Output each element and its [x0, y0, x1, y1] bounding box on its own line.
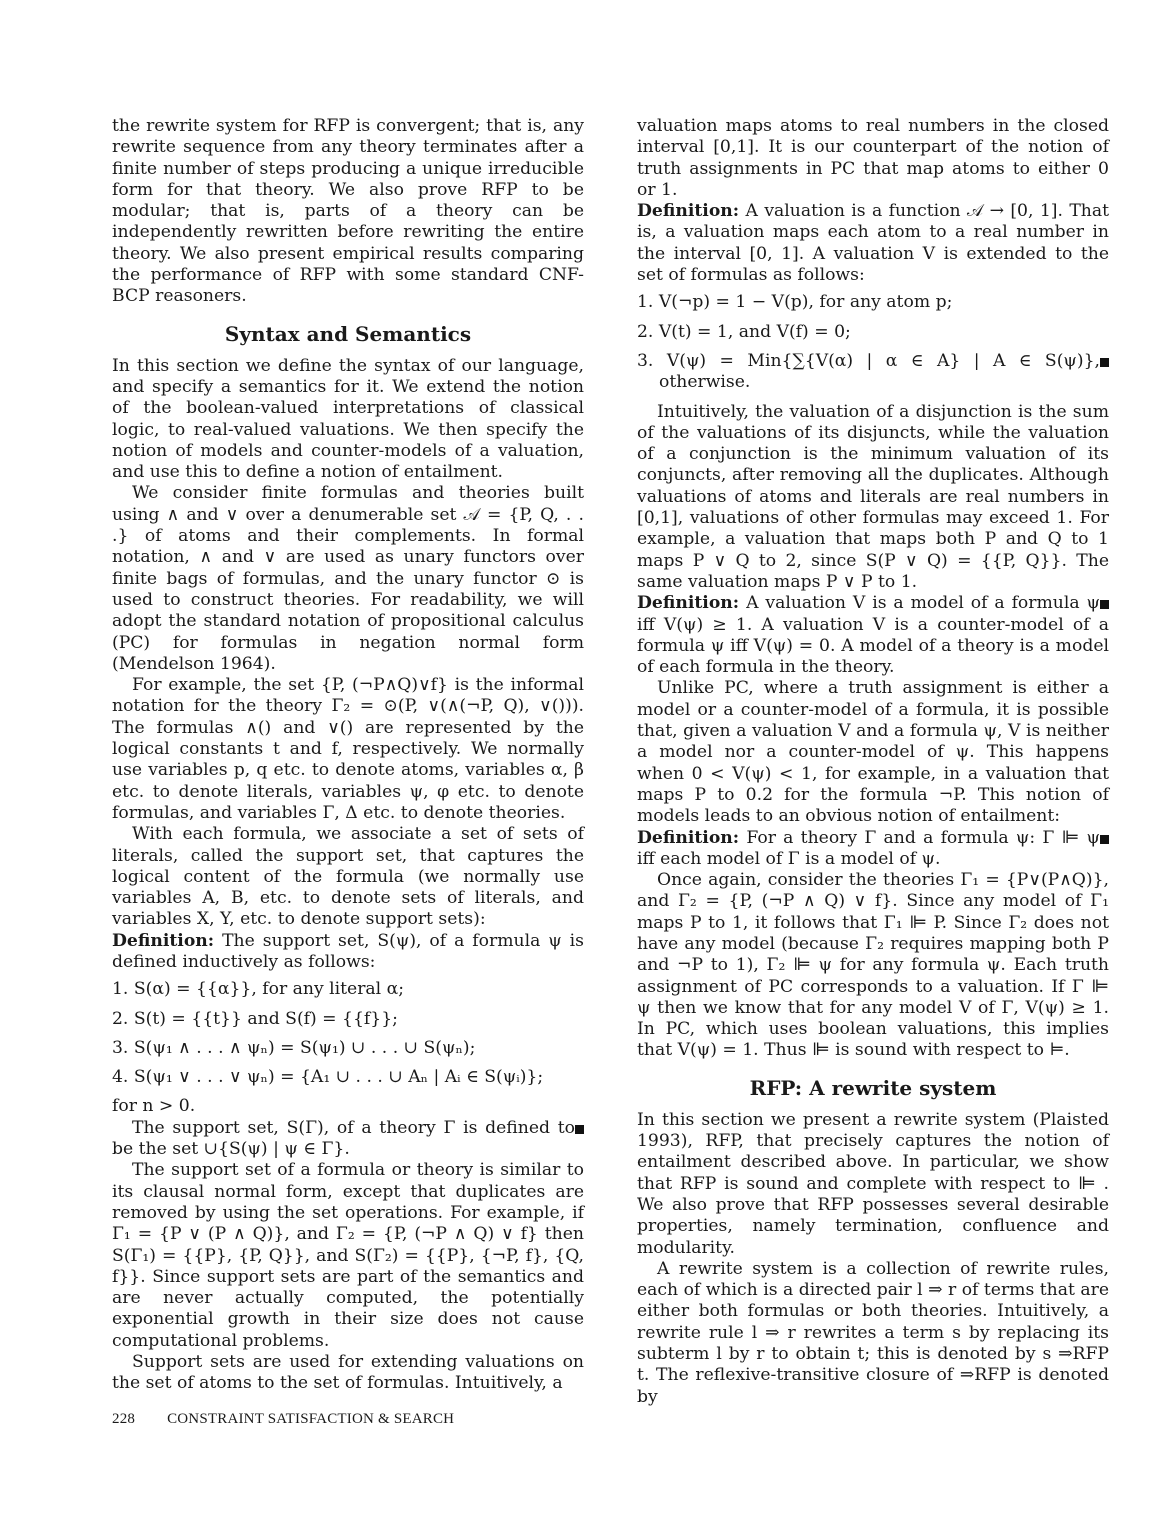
- paragraph: For example, the set {P, (¬P∧Q)∨f} is the informal notation for the theory Γ₂ = ⊙(P, ∨(∧(¬P, Q), ∨())). The formulas ∧() and ∨() are represented by the logical constants t and f, respectively. We normally use variables p, q etc. to denote atoms, variables α, β etc. to denote literals, variables ψ, φ etc. to denote formulas, and variables Γ, Δ etc. to denote theories.: [112, 675, 584, 823]
- definition-model: [637, 593, 1109, 678]
- paragraph: We consider finite formulas and theories built using ∧ and ∨ over a denumerable set 𝒜 = {P, Q, . . .} of atoms and their complements. In formal notation, ∧ and ∨ are used as unary functors over finite bags of formulas, and the unary functor ⊙ is used to construct theories. For readability, we will adopt the standard notation of propositional calculus (PC) for formulas in negation normal form (Mendelson 1964).: [112, 483, 584, 674]
- paragraph: Support sets are used for extending valuations on the set of atoms to the set of formulas. Intuitively, a: [112, 1352, 584, 1394]
- qed-square-icon: [1100, 600, 1109, 609]
- paragraph: Intuitively, the valuation of a disjunction is the sum of the valuations of its disjuncts, while the valuation of a conjunction is the minimum valuation of its conjuncts, after removing all the duplicates. Although valuations of atoms and literals are real numbers in [0,1], valuations of other formulas may exceed 1. For example, a valuation that maps both P and Q to 1 maps P ∨ Q to 2, since S(P ∨ Q) = {{P, Q}}. The same valuation maps P ∨ P to 1.: [637, 401, 1109, 592]
- definition-label: Definition:: [637, 593, 740, 614]
- page-footer: [112, 1411, 482, 1428]
- definition-support-set: [112, 931, 584, 974]
- paragraph: valuation maps atoms to real numbers in the closed interval [0,1]. It is our counterpart of the notion of truth assignments in PC that map atoms to either 0 or 1.: [637, 116, 1109, 200]
- list-item: 1. V(¬p) = 1 − V(p), for any atom p;: [637, 292, 953, 313]
- page-number: 228: [112, 1411, 136, 1427]
- definition-entailment: [637, 828, 1109, 871]
- paragraph: With each formula, we associate a set of sets of literals, called the support set, that captures the logical content of the formula (we normally use variables A, B, etc. to denote sets of literals, and variables X, Y, etc. to denote support sets):: [112, 824, 584, 930]
- definition-text: For a theory Γ and a formula ψ: Γ ⊫ ψ iff each model of Γ is a model of ψ.: [637, 827, 1100, 869]
- list-item: 2. S(t) = {{t}} and S(f) = {{f}};: [112, 1008, 398, 1029]
- paragraph: A rewrite system is a collection of rewrite rules, each of which is a directed pair l ⇒ r of terms that are either both formulas or both theories. Intuitively, a rewrite rule l ⇒ r rewrites a term s by replacing its subterm l by r to obtain t; this is denoted by s ⇒RFP t. The reflexive-transitive closure of ⇒RFP is denoted by: [637, 1258, 1109, 1407]
- section-title-syntax: Syntax and Semantics: [224, 321, 472, 346]
- paragraph: The support set, S(Γ), of a theory Γ is defined to be the set ∪{S(ψ) | ψ ∈ Γ}.: [112, 1118, 584, 1161]
- paragraph: Once again, consider the theories Γ₁ = {P∨(P∧Q)}, and Γ₂ = {P, (¬P ∧ Q) ∨ f}. Since any model of Γ₁ maps P to 1, it follows that Γ₁ ⊫ P. Since Γ₂ does not have any model (because Γ₂ requires mapping both P and ¬P to 1), Γ₂ ⊫ ψ for any formula ψ. Each truth assignment of PC corresponds to a valuation. If Γ ⊫ ψ then we know that for any model V of Γ, V(ψ) ≥ 1. In PC, which uses boolean valuations, this implies that V(ψ) = 1. Thus ⊫ is sound with respect to ⊨.: [637, 870, 1109, 1061]
- list-item: 3. S(ψ₁ ∧ . . . ∧ ψₙ) = S(ψ₁) ∪ . . . ∪ S(ψₙ);: [112, 1037, 476, 1058]
- definition-text: The support set, S(ψ), of a formula ψ is defined inductively as follows:: [112, 930, 584, 972]
- definition-text: A valuation V is a model of a formula ψ iff V(ψ) ≥ 1. A valuation V is a counter-model of a formula ψ iff V(ψ) = 0. A model of a theory is a model of each formula in the theory.: [637, 593, 1109, 678]
- qed-square-icon: [1100, 358, 1109, 367]
- list-item: 1. S(α) = {{α}}, for any literal α;: [112, 979, 405, 1000]
- right-column: [637, 116, 1109, 1408]
- definition-list: [112, 979, 584, 1088]
- list-item: 2. V(t) = 1, and V(f) = 0;: [637, 321, 851, 342]
- section-title-rfp: RFP: A rewrite system: [749, 1075, 997, 1100]
- definition-tail: for n > 0.: [112, 1096, 196, 1117]
- qed-square-icon: [575, 1125, 584, 1134]
- definition-label: Definition:: [112, 930, 215, 951]
- intro-paragraph: the rewrite system for RFP is convergent; that is, any rewrite sequence from any theory terminates after a finite number of steps producing a unique irreducible form for that theory. We also prove RFP to be modular; that is, parts of a theory can be independently rewritten before rewriting the entire theory. We also present empirical results comparing the performance of RFP with some standard CNF-BCP reasoners.: [112, 116, 584, 307]
- left-column: [112, 116, 584, 1395]
- definition-list: [637, 292, 1109, 393]
- list-item: 3. V(ψ) = Min{∑{V(α) | α ∈ A} | A ∈ S(ψ)}, otherwise.: [637, 351, 1109, 394]
- definition-valuation: [637, 201, 1109, 286]
- list-item: 4. S(ψ₁ ∨ . . . ∨ ψₙ) = {A₁ ∪ . . . ∪ Aₙ | Aᵢ ∈ S(ψᵢ)};: [112, 1067, 544, 1088]
- paragraph: Unlike PC, where a truth assignment is either a model or a counter-model of a formula, it is possible that, given a valuation V and a formula ψ, V is neither a model nor a counter-model of ψ. This happens when 0 < V(ψ) < 1, for example, in a valuation that maps P to 0.2 for the formula ¬P. This notion of models leads to an obvious notion of entailment:: [637, 678, 1109, 827]
- paragraph: In this section we define the syntax of our language, and specify a semantics for it. We extend the notion of the boolean-valued interpretations of classical logic, to real-valued valuations. We then specify the notion of models and counter-models of a valuation, and use this to define a notion of entailment.: [112, 355, 584, 483]
- qed-square-icon: [1100, 835, 1109, 844]
- paragraph: The support set of a formula or theory is similar to its clausal normal form, except that duplicates are removed by using the set operations. For example, if Γ₁ = {P ∨ (P ∧ Q)}, and Γ₂ = {P, (¬P ∧ Q) ∨ f} then S(Γ₁) = {{P}, {P, Q}}, and S(Γ₂) = {{P}, {¬P, f}, {Q, f}}. Since support sets are part of the semantics and are never actually computed, the potentially exponential growth in their size does not cause computational problems.: [112, 1160, 584, 1351]
- definition-label: Definition:: [637, 201, 740, 222]
- paragraph: In this section we present a rewrite system (Plaisted 1993), RFP, that precisely captures the notion of entailment described above. In particular, we show that RFP is sound and complete with respect to ⊫ . We also prove that RFP possesses several desirable properties, namely termination, confluence and modularity.: [637, 1109, 1109, 1258]
- running-title: CONSTRAINT SATISFACTION & SEARCH: [167, 1411, 455, 1427]
- definition-text: A valuation is a function 𝒜 → [0, 1]. That is, a valuation maps each atom to a real number in the interval [0, 1]. A valuation V is extended to the set of formulas as follows:: [637, 201, 1110, 286]
- definition-label: Definition:: [637, 827, 740, 848]
